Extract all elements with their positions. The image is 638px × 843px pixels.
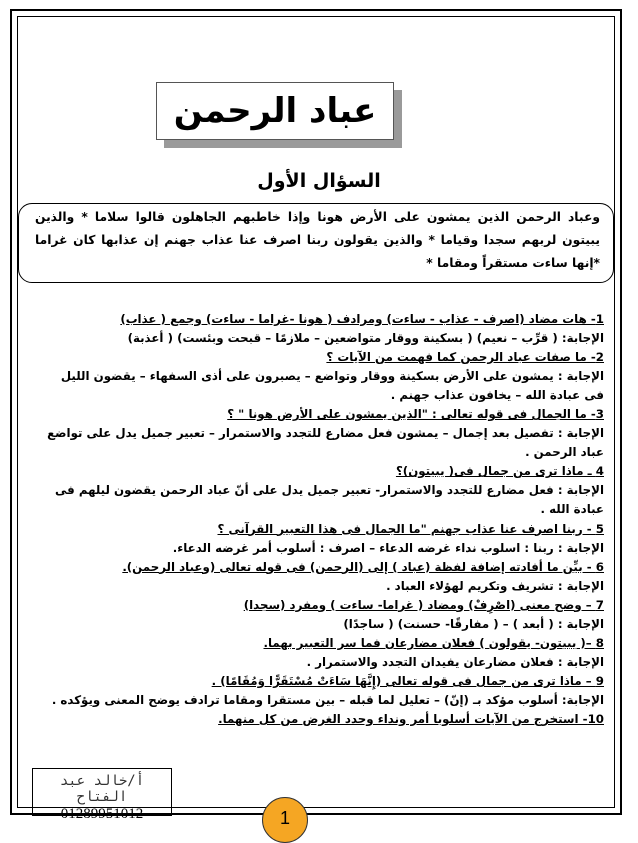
answer-line: الإجابة : تشريف وتكريم لهؤلاء العباد . <box>386 578 604 593</box>
page-number: 1 <box>279 808 290 828</box>
question-line: 8 –( يبيتون- يقولون ) فعلان مضارعان فما سر التعبير بهما. <box>263 635 604 650</box>
question-line: 1- هات مضاد (اصرف - عذاب - ساءت) ومرادف ( هونا -غراما - ساءت) وجمع ( عذاب) <box>120 312 604 326</box>
question-line: 2- ما صفات عباد الرحمن كما فهمت من الآيات ؟ <box>326 350 604 365</box>
page-title: عباد الرحمن <box>173 91 377 131</box>
verse-text: وعباد الرحمن الذين يمشون على الأرض هونا وإذا خاطبهم الجاهلون قالوا سلاما * والذين يبيتون لربهم سجدا وقياما * والذين يقولون ربنا اصرف عنا عذاب جهنم إن عذابها كان غراما *إنها ساءت مستقراً ومقاما * <box>35 210 600 270</box>
answer-line: الإجابة: أسلوب مؤكد بـ (إنّ) – تعليل لما قبله – بين مستقرا ومقاما ترادف يوضح المعنى ويؤكده . <box>51 692 604 707</box>
question-line: 10- استخرج من الآيات أسلوبا أمر ونداء وحدد الغرض من كل منهما. <box>218 711 604 726</box>
answer-line: الإجابة : فعل مضارع للتجدد والاستمرار- تعبير جميل يدل على أنّ عباد الرحمن يقضون ليلهم فى <box>55 483 604 498</box>
page-number-badge <box>262 797 308 843</box>
question-line: 5 - ربنا اصرف عنا عذاب جهنم "ما الجمال فى هذا التعبير القرآنى ؟ <box>217 521 604 536</box>
answer-line: الإجابة: ( قرِّب – نعيم) ( بسكينة ووقار متواضعين – ملازمًا – قبحت وبئست) ( أعذبة) <box>127 331 604 346</box>
question-line: 3- ما الجمال فى قوله تعالى : "الذين يمشون على الأرض هونا " ؟ <box>227 407 604 422</box>
answer-line: عباد الرحمن . <box>525 445 604 460</box>
answer-line: الإجابة : تفصيل بعد إجمال – يمشون فعل مضارع للتجدد والاستمرار – تعبير جميل يدل على تواضع <box>47 426 604 441</box>
author-name: أ/خالد عبد الفتاح <box>59 773 145 805</box>
answer-line: عبادة الله . <box>540 502 604 517</box>
title-box <box>156 82 394 140</box>
question-line: 6 - بيِّن ما أفادته إضافة لفظة (عباد ) إلى (الرحمن) فى قوله تعالى (وعباد الرحمن). <box>122 559 604 574</box>
question-heading: السؤال الأول <box>257 170 381 192</box>
answer-line: الإجابة : ربنا : اسلوب نداء غرضه الدعاء – اصرف : أسلوب أمر غرضه الدعاء. <box>172 540 604 555</box>
question-line: 7 – وضح معنى (اصْرِفْ) ومضاد ( غراما- ساءت ) ومفرد (سجدا) <box>243 597 604 612</box>
answer-line: الإجابة : فعلان مضارعان يفيدان التجدد والاستمرار . <box>306 654 604 669</box>
answer-line: فى عبادة الله – يخافون عذاب جهنم . <box>390 388 604 403</box>
answer-line: الإجابة : ( أبعد ) – ( مفارقًا- حسنت) ( ساجدًا) <box>343 616 604 631</box>
questions-answers <box>26 310 604 729</box>
question-line: 9 – ماذا ترى من جمال فى قوله تعالى (إِنَّهَا سَاءَتْ مُسْتَقَرًّا وَمُقَامًا) . <box>211 673 604 688</box>
question-line: 4 ـ ماذا ترى من جمال فى( يبيتون)؟ <box>395 464 604 479</box>
answer-line: الإجابة : يمشون على الأرض بسكينة ووقار وتواضع – يصبرون على أذى السفهاء – يقضون الليل <box>60 369 604 384</box>
author-phone: 01289951012 <box>60 806 144 822</box>
author-box <box>32 768 172 822</box>
